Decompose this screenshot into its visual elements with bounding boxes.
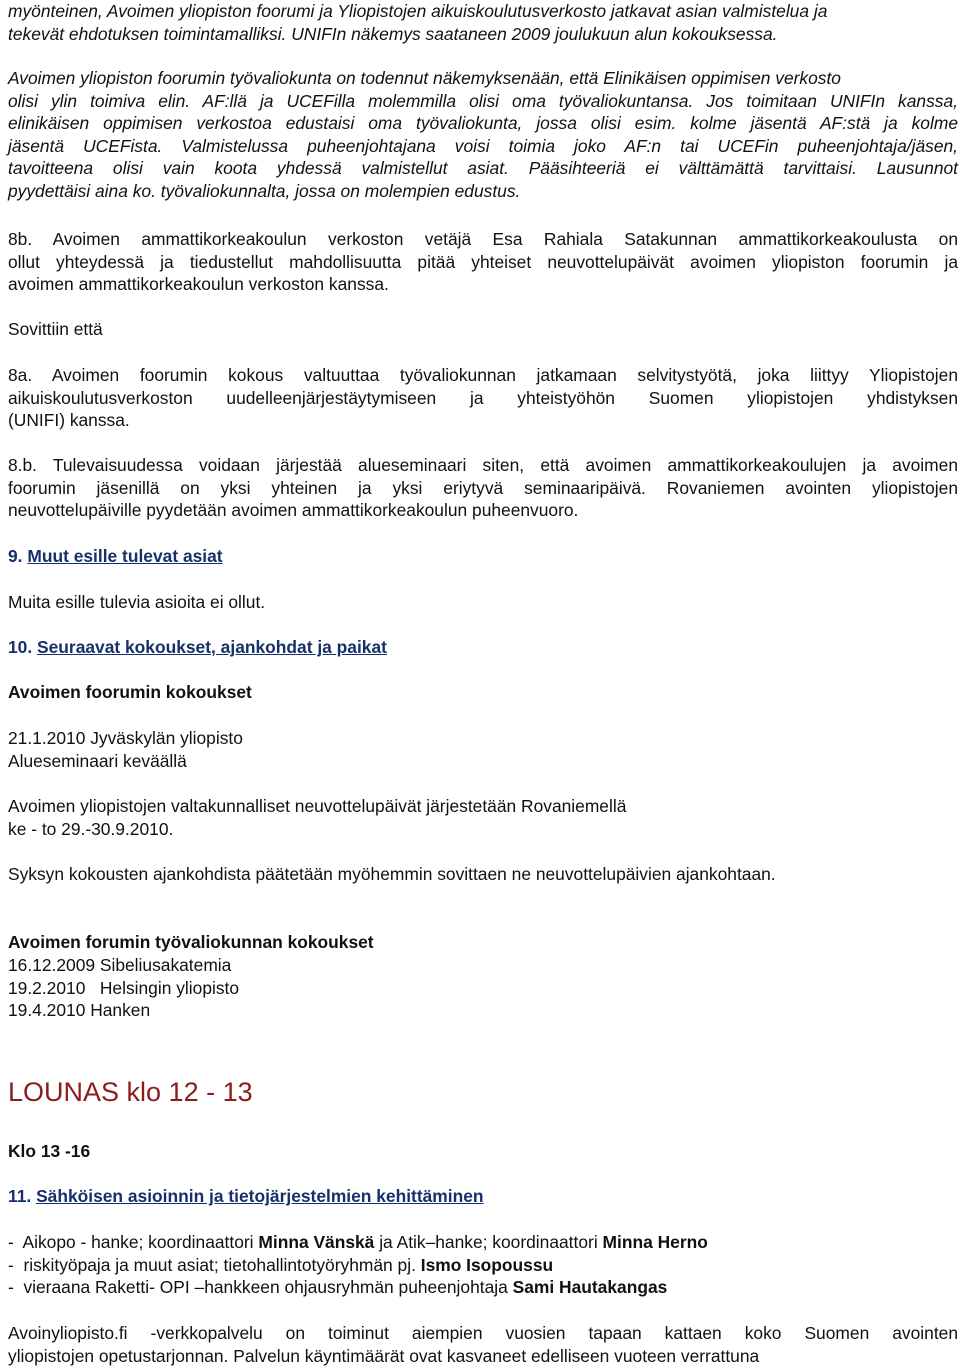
text-line: 8a. Avoimen foorumin kokous valtuuttaa työvaliokunnan jatkamaan selvitystyötä, joka liittyy Yliopistojen: [8, 365, 958, 385]
text-line: tavoitteena olisi vain koota yhdessä valmistellut asiat. Pääsihteeriä ei välttämättä tarvittaisi. Lausunnot: [8, 158, 958, 178]
committee-meetings-heading: Avoimen forumin työvaliokunnan kokoukset: [8, 932, 374, 952]
agreed-heading: Sovittiin että: [8, 319, 103, 339]
intro-paragraph: [8, 0, 958, 45]
section-11-heading: [8, 1185, 958, 1208]
text-line: 8b. Avoimen ammattikorkeakoulun verkoston vetäjä Esa Rahiala Satakunnan ammattikorkeakoulusta on: [8, 229, 958, 249]
section-11-list: [8, 1231, 958, 1299]
rovaniemi-note: [8, 795, 958, 840]
text-line: ke - to 29.-30.9.2010.: [8, 818, 174, 839]
section-number: 11.: [8, 1186, 32, 1206]
list-item: 19.4.2010 Hanken: [8, 1000, 151, 1020]
list-item: [8, 1231, 958, 1254]
afternoon-time: Klo 13 -16: [8, 1141, 91, 1161]
item-text: ja Atik–hanke; koordinaattori: [374, 1232, 603, 1252]
person-name: Minna Herno: [602, 1232, 708, 1252]
text-line: myönteinen, Avoimen yliopiston foorumi ja Yliopistojen aikuiskoulutusverkosto jatkavat asian valmistelua ja: [8, 1, 828, 21]
lunch-heading: LOUNAS klo 12 - 13: [8, 1077, 253, 1107]
text-line: ollut yhteydessä ja tiedustellut mahdollisuutta pitää yhteiset neuvottelupäivät avoimen yliopiston foorumin ja: [8, 251, 958, 272]
section-title: Seuraavat kokoukset, ajankohdat ja paikat: [37, 637, 387, 657]
text-line: pyydettäisi aina ko. työvaliokunnalta, jossa on molempien edustus.: [8, 180, 521, 201]
text-line: olisi ylin toimiva elin. AF:llä ja UCEFilla molemmilla olisi oma työvaliokuntansa. Jos toimitaan UNIFIn kanssa,: [8, 90, 958, 111]
list-item: [8, 1276, 958, 1299]
text-line: 8.b. Tulevaisuudessa voidaan järjestää alueseminaari siten, että avoimen ammattikorkeakoulujen ja avoimen: [8, 455, 958, 475]
list-item: 16.12.2009 Sibeliusakatemia: [8, 955, 232, 975]
committee-meetings-list: [8, 954, 958, 1022]
forum-meetings-heading: Avoimen foorumin kokoukset: [8, 682, 252, 702]
paragraph-8a: [8, 364, 958, 432]
person-name: Ismo Isopoussu: [420, 1254, 554, 1275]
section-10-heading: [8, 636, 958, 659]
list-item: [8, 1254, 958, 1277]
text-line: elinikäisen oppimisen verkostoa edustaisi oma työvaliokunta, jossa olisi esim. kolme jäsentä AF:stä ja kolme: [8, 113, 958, 133]
text-line: jäsentä UCEFista. Valmistelussa puheenjohtajana voisi toimia joko AF:n tai UCEFin puheenjohtaja/jäsen,: [8, 135, 958, 156]
list-item: Alueseminaari keväällä: [8, 750, 187, 771]
final-paragraph: [8, 1322, 958, 1367]
text-line: tekevät ehdotuksen toimintamalliksi. UNIFIn näkemys saataneen 2009 joulukuun alun kokouksessa.: [8, 23, 778, 44]
section-title: Muut esille tulevat asiat: [27, 546, 223, 566]
text-line: yliopistojen opetustarjonnan. Palvelun käyntimäärät ovat kasvaneet edelliseen vuoteen verrattuna: [8, 1345, 760, 1366]
text-line: aikuiskoulutusverkoston uudelleenjärjestäytymiseen ja yhteistyöhön Suomen yliopistojen yhdistyksen: [8, 387, 958, 408]
section-9-heading: [8, 545, 958, 568]
item-text: - vieraana Raketti- OPI –hankkeen ohjausryhmän puheenjohtaja: [8, 1277, 513, 1297]
text-line: Avoinyliopisto.fi -verkkopalvelu on toiminut aiempien vuosien tapaan kattaen koko Suomen avointen: [8, 1323, 958, 1343]
list-item: 21.1.2010 Jyväskylän yliopisto: [8, 728, 243, 748]
text-line: foorumin jäsenillä on yksi yhteinen ja yksi eriytyvä seminaaripäivä. Rovaniemen avointen yliopistojen: [8, 477, 958, 498]
text-line: (UNIFI) kanssa.: [8, 410, 130, 430]
paragraph-8b: [8, 228, 958, 296]
section-title: Sähköisen asioinnin ja tietojärjestelmien kehittäminen: [36, 1186, 484, 1206]
text-line: neuvottelupäiville pyydetään avoimen ammattikorkeakoulun puheenvuoro.: [8, 500, 579, 520]
item-text: - Aikopo - hanke; koordinaattori: [8, 1232, 259, 1252]
autumn-note: Syksyn kokousten ajankohdista päätetään myöhemmin sovittaen ne neuvottelupäivien ajankohtaan.: [8, 864, 776, 884]
text-line: avoimen ammattikorkeakoulun verkoston kanssa.: [8, 274, 389, 294]
forum-meetings-list: [8, 727, 958, 772]
section-9-text: Muita esille tulevia asioita ei ollut.: [8, 592, 266, 612]
text-line: Avoimen yliopistojen valtakunnalliset neuvottelupäivät järjestetään Rovaniemellä: [8, 796, 627, 816]
text-line: Avoimen yliopiston foorumin työvaliokunta on todennut näkemyksenään, että Elinikäisen oppimisen verkosto: [8, 68, 841, 88]
person-name: Minna Vänskä: [258, 1232, 375, 1252]
section-number: 10.: [8, 637, 33, 657]
item-text: - riskityöpaja ja muut asiat; tietohallintotyöryhmän pj.: [8, 1254, 421, 1275]
paragraph-8b-decision: [8, 454, 958, 522]
list-item: 19.2.2010 Helsingin yliopisto: [8, 977, 240, 998]
person-name: Sami Hautakangas: [512, 1277, 668, 1297]
forum-paragraph: [8, 67, 958, 202]
section-number: 9.: [8, 546, 23, 566]
